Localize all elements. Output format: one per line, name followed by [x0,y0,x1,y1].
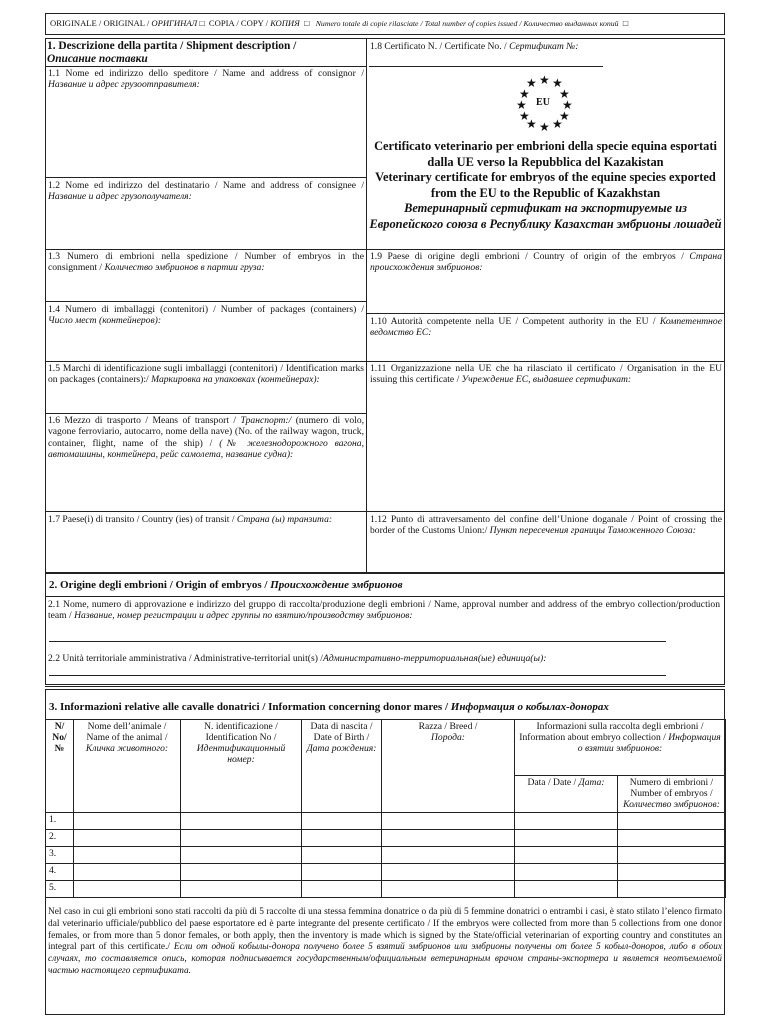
table-cell[interactable] [302,847,382,864]
row-number: 3. [46,847,74,864]
field-1-12-border-crossing[interactable]: 1.12 Punto di attraversamento del confine dell’Unione doganale / Point of crossing the border of the Customs Union:/ Пункт пересечения границы Таможенного Союза: [370,514,722,537]
field-1-3-number-embryos[interactable]: 1.3 Numero di embrioni nella spedizione / Number of embryos in the consignment / Количество эмбрионов в партии груза: [48,251,364,274]
field-2-2-territorial-unit[interactable]: 2.2 Unità territoriale amministrativa / Administrative-territorial unit(s) /Административно-территориальная(ые) единица(ы): [48,653,547,664]
table-cell[interactable] [181,864,302,881]
table-cell[interactable] [74,847,181,864]
top-strip: ORIGINALE / ORIGINAL / ОРИГИНАЛ □ COPIA / COPY / КОПИЯ □ Numero totale di copie rilasciate / Total number of copies issued / Количество выданных копий □ [45,13,725,35]
table-cell[interactable] [74,864,181,881]
table-cell[interactable] [382,864,515,881]
table-cell[interactable] [302,830,382,847]
section-2-heading: 2. Origine degli embrioni / Origin of embryos / Происхождение эмбрионов [49,579,403,591]
field-1-7-transit[interactable]: 1.7 Paese(i) di transito / Country (ies) of transit / Страна (ы) транзита: [48,514,333,525]
row-number: 1. [46,813,74,830]
table-cell[interactable] [302,881,382,898]
table-cell[interactable] [515,813,618,830]
table-cell[interactable] [515,881,618,898]
copy-label: COPIA / COPY / [208,18,271,28]
table-cell[interactable] [74,813,181,830]
row-number: 2. [46,830,74,847]
col-header-name: Nome dell’animale / Name of the animal / Кличка животного: [74,720,181,813]
section-1-heading: 1. Descrizione della partita / Shipment description / Описание поставки [47,40,297,65]
table-cell[interactable] [618,847,726,864]
table-cell[interactable] [181,830,302,847]
certificate-title: Certificato veterinario per embrioni della specie equina esportati dalla UE verso la Repubblica del Kazakistan Veterinary certificate for embryos of the equine species exported from the EU to the Republic of Kazakhstan Ветеринарный сертификат на экспортируемые из Европейского союза в Республику Казахстан эмбрионы лошадей [369,139,722,231]
table-cell[interactable] [618,830,726,847]
field-1-5-identification-marks[interactable]: 1.5 Marchi di identificazione sugli imballaggi (contenitori) / Identification marks on packages (containers):/ Маркировка на упаковках (контейнерах): [48,363,364,386]
table-cell[interactable] [515,847,618,864]
field-1-10-competent-authority[interactable]: 1.10 Autorità competente nella UE / Competent authority in the EU / Компетентное ведомство ЕС: [370,316,722,339]
col-header-number-embryos: Numero di embrioni / Number of embryos / Количество эмбрионов: [618,776,726,813]
original-label: ORIGINALE / ORIGINAL / [50,18,152,28]
number-copies-label: Numero totale di copie rilasciate / Total number of copies issued / Количество выданных копий [315,19,619,28]
table-cell[interactable] [181,813,302,830]
table-cell[interactable] [74,830,181,847]
field-1-1-consignor[interactable]: 1.1 Nome ed indirizzo dello speditore / Name and address of consignor / Название и адрес грузоотправителя: [48,68,364,91]
table-cell[interactable] [302,864,382,881]
table-cell[interactable] [382,830,515,847]
row-number: 4. [46,864,74,881]
field-1-11-organisation[interactable]: 1.11 Organizzazione nella UE che ha rilasciato il certificato / Organisation in the EU issuing this certificate / Учреждение ЕС, выдавшее сертификат: [370,363,722,386]
field-1-2-consignee[interactable]: 1.2 Nome ed indirizzo del destinatario / Name and address of consignee / Название и адрес грузополучателя: [48,180,364,203]
table-cell[interactable] [382,881,515,898]
col-header-id: N. identificazione / Identification No / Идентификационный номер: [181,720,302,813]
table-cell[interactable] [74,881,181,898]
table-cell[interactable] [515,864,618,881]
field-1-4-packages[interactable]: 1.4 Numero di imballaggi (contenitori) / Number of packages (containers) / Число мест (контейнеров): [48,304,364,327]
section-3-heading: 3. Informazioni relative alle cavalle donatrici / Information concerning donor mares / Информация о кобылах-донорах [49,701,609,713]
inventory-note: Nel caso in cui gli embrioni sono stati raccolti da più di 5 raccolte di una stessa femmina donatrice o da più di 5 femmine donatrici o entrambi i casi, è stato stilato l’elenco firmato dal veterinario ufficiale/pubblico del paese esportatore ed è parte integrante del presente certificato / If the embryos were collected from more than 5 collections from one donor females, or from more than 5 donor females, or both apply, then the inventory is made which is signed by the State/official veterinarian of exporting country and constitutes an integral part of this certificate./ Если от одной кобылы-донора получено более 5 взятий эмбрионов или эмбрионы получены от более 5 кобыл-доноров, либо в обоих случаях, то составляется опись, которая подписывается государственным/официальным ветеринарным врачом страны-экспортера и является неотъемлемой частью настоящего сертификата. [48,907,723,976]
table-cell[interactable] [618,881,726,898]
table-cell[interactable] [302,813,382,830]
col-header-collection-info: Informazioni sulla raccolta degli embrioni / Information about embryo collection / Информация о взятии эмбрионов: [515,720,726,776]
eu-label: EU [536,97,550,108]
table-cell[interactable] [618,813,726,830]
col-header-breed: Razza / Breed / Порода: [382,720,515,813]
col-header-date: Data / Date / Дата: [515,776,618,813]
eu-emblem: ★ ★ ★ ★ ★ ★ ★ ★ ★ ★ ★ ★ EU [516,73,573,134]
table-cell[interactable] [382,847,515,864]
field-1-9-country-origin[interactable]: 1.9 Paese di origine degli embrioni / Country of origin of the embryos / Страна происхождения эмбрионов: [370,251,722,274]
table-cell[interactable] [618,864,726,881]
table-cell[interactable] [515,830,618,847]
field-2-1-collection-team[interactable]: 2.1 Nome, numero di approvazione e indirizzo del gruppo di raccolta/produzione degli embrioni / Name, approval number and address of the embryo collection/production team / Название, номер регистрации и адрес группы по взятию/производству эмбрионов: [48,599,720,622]
original-checkbox[interactable]: □ [199,18,205,28]
col-header-no: N/ No/ № [46,720,74,813]
copies-checkbox[interactable]: □ [622,18,629,28]
field-1-8-certificate-no[interactable]: 1.8 Certificato N. / Certificate No. / Сертификат №: [370,41,579,52]
donor-mares-table [45,719,726,898]
field-1-6-transport[interactable]: 1.6 Mezzo di trasporto / Means of transport / Транспорт:/ (numero di volo, vagone ferroviario, autocarro, nome della nave) (No. of the railway wagon, truck, container, flight, name of the ship) / (№ железнодорожного вагона, автомашины, контейнера, рейс самолета, название судна): [48,415,365,461]
col-header-dob: Data di nascita / Date of Birth / Дата рождения: [302,720,382,813]
table-cell[interactable] [181,881,302,898]
row-number: 5. [46,881,74,898]
copy-checkbox[interactable]: □ [304,18,310,28]
table-cell[interactable] [382,813,515,830]
table-cell[interactable] [181,847,302,864]
